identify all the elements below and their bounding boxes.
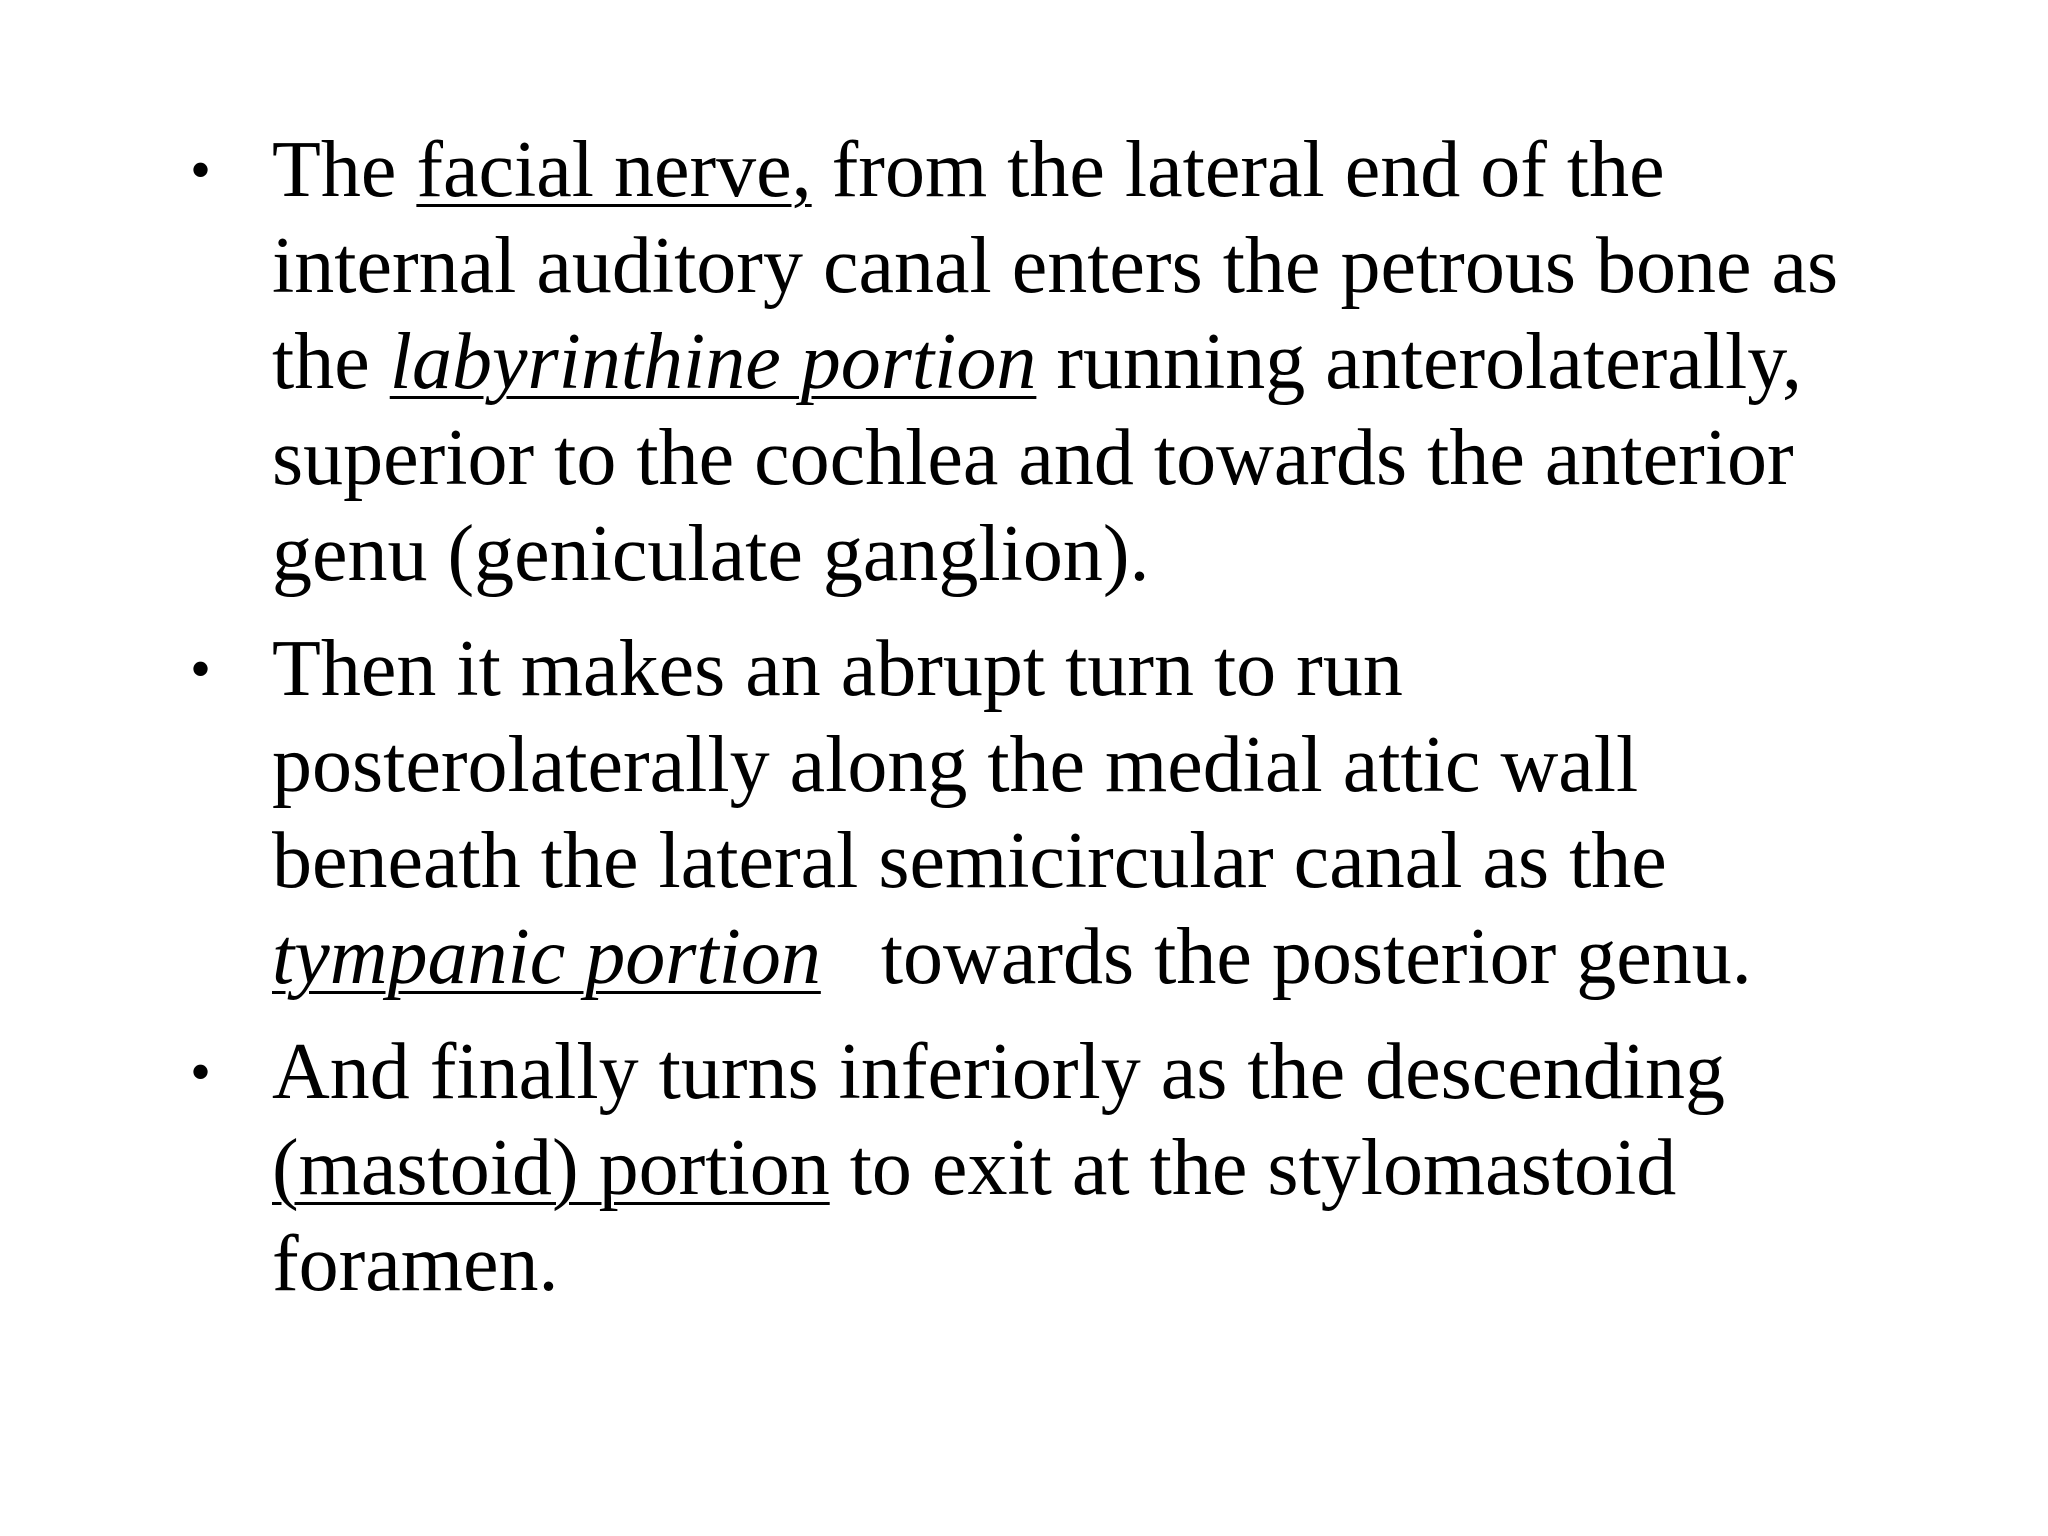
text-span: Then it makes an abrupt turn to run	[272, 625, 1403, 713]
text-span: The	[272, 126, 417, 214]
bullet-item-mastoid	[190, 1024, 1910, 1312]
bullet-icon: •	[190, 636, 212, 702]
text-span: to exit at the stylomastoid	[829, 1124, 1677, 1212]
bullet-icon: •	[190, 1039, 212, 1105]
text-line	[272, 909, 1910, 1005]
text-span: And finally turns inferiorly as the descending	[272, 1028, 1725, 1116]
text-span: posterolaterally along the medial attic wall	[272, 721, 1639, 809]
text-span: internal auditory canal enters the petrous bone as	[272, 222, 1839, 310]
text-line	[272, 813, 1910, 909]
text-line	[272, 218, 1910, 314]
bullet-item-facial-nerve	[190, 122, 1910, 602]
text-line	[272, 1024, 1910, 1120]
text-span: from the lateral end of the	[811, 126, 1665, 214]
text-span: foramen.	[272, 1220, 559, 1308]
text-line	[272, 314, 1910, 410]
term-labyrinthine-portion: labyrinthine portion	[389, 318, 1037, 406]
bullet-list	[190, 122, 1910, 1312]
term-facial-nerve: facial nerve,	[416, 126, 812, 214]
term-mastoid-portion: (mastoid) portion	[272, 1124, 830, 1212]
text-line	[272, 621, 1910, 717]
term-tympanic-portion: tympanic portion	[272, 913, 821, 1001]
text-line	[272, 506, 1910, 602]
text-span: towards the posterior genu.	[820, 913, 1752, 1001]
text-span: the	[272, 318, 390, 406]
bullet-icon: •	[190, 137, 212, 203]
text-span: running anterolaterally,	[1036, 318, 1802, 406]
text-span: superior to the cochlea and towards the anterior	[272, 414, 1794, 502]
text-line	[272, 410, 1910, 506]
text-line	[272, 122, 1910, 218]
text-span: beneath the lateral semicircular canal as the	[272, 817, 1667, 905]
text-line	[272, 717, 1910, 813]
text-span: genu (geniculate ganglion).	[272, 510, 1150, 598]
bullet-item-tympanic	[190, 621, 1910, 1005]
text-line	[272, 1120, 1910, 1216]
text-line	[272, 1216, 1910, 1312]
